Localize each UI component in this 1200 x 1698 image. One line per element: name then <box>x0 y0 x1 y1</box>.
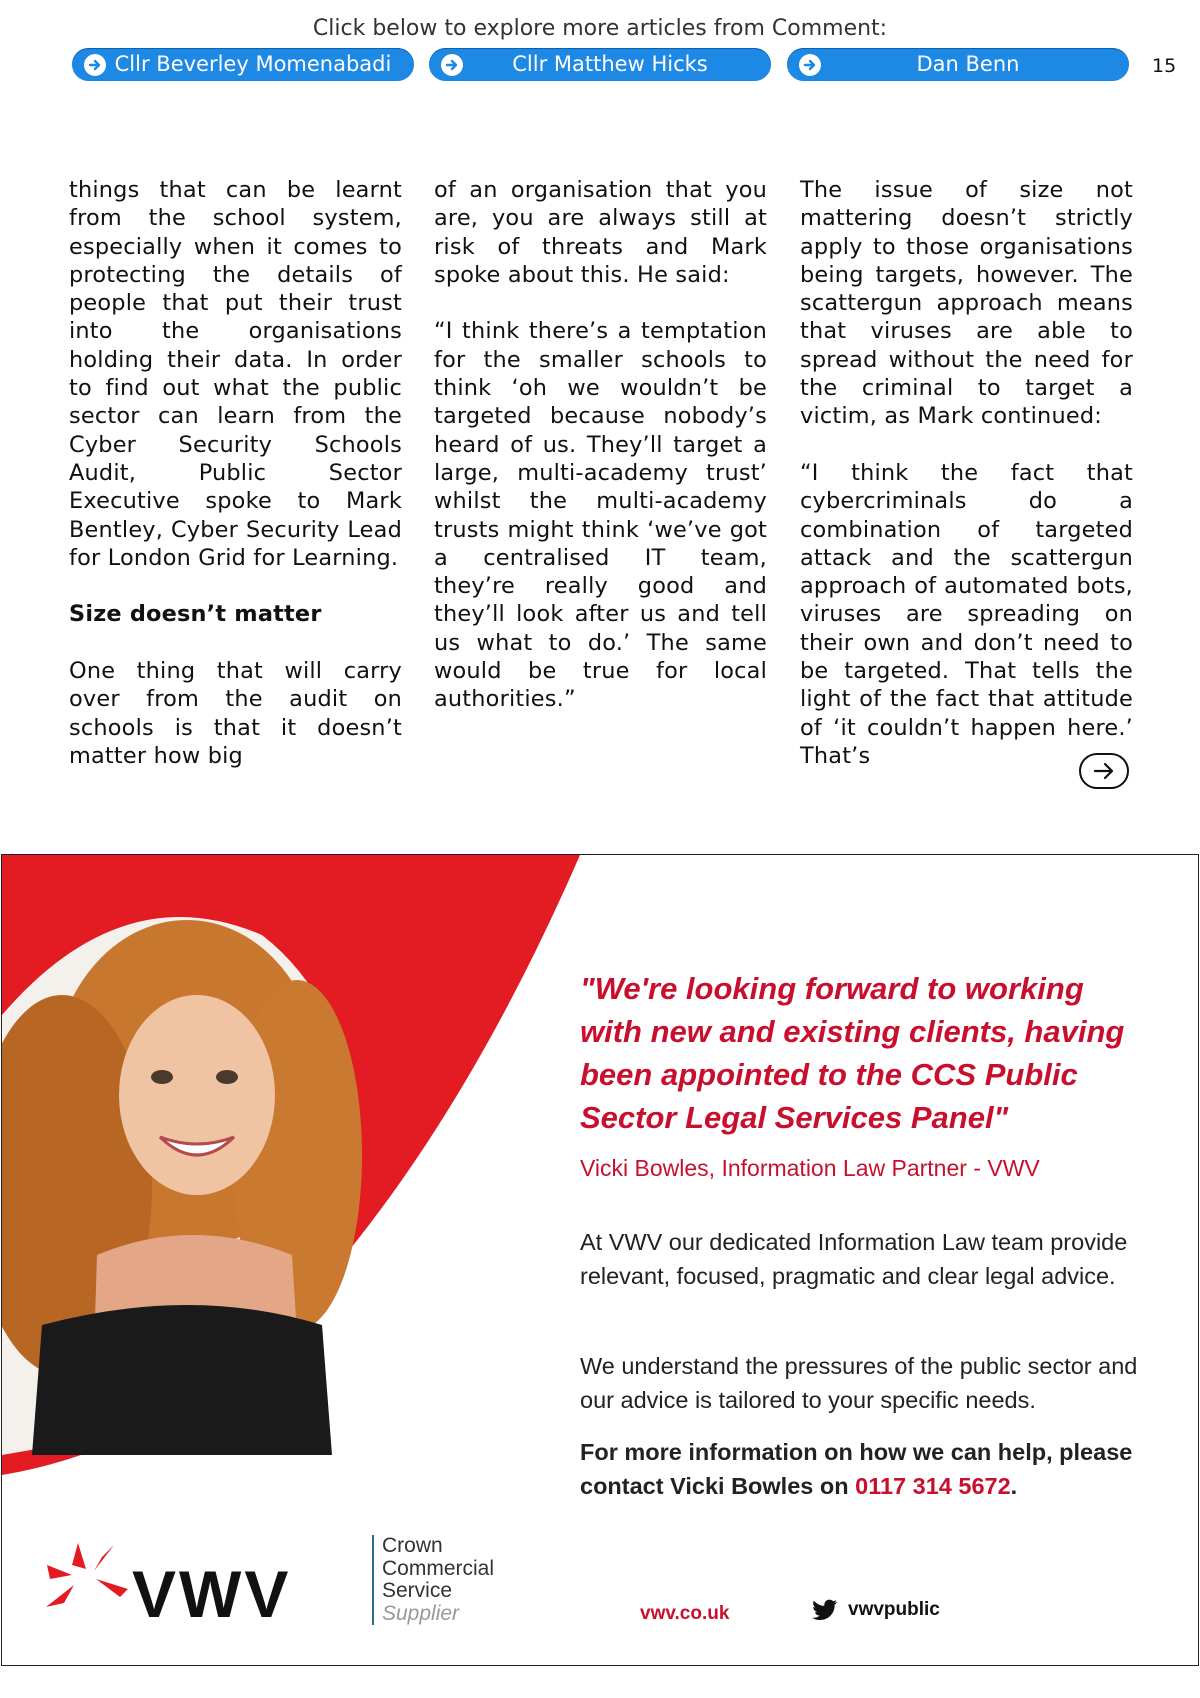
section-heading: Size doesn’t matter <box>69 601 322 628</box>
ad-contact-end: . <box>1010 1473 1018 1499</box>
article-paragraph: One thing that will carry over from the audit on schools is that it doesn’t matter how big <box>69 658 402 769</box>
ccs-supplier-logo <box>372 1535 494 1625</box>
ccs-line: Commercial <box>382 1556 495 1580</box>
ccs-supplier: Supplier <box>382 1601 460 1625</box>
article-column-1 <box>69 176 402 799</box>
article-column-2 <box>434 176 767 742</box>
next-page-button[interactable] <box>1079 753 1129 789</box>
explore-prompt: Click below to explore more articles from Comment: <box>312 16 888 41</box>
article-link-dan-benn[interactable] <box>787 48 1129 81</box>
article-link-beverley-momenabadi[interactable] <box>72 48 414 81</box>
twitter-link[interactable] <box>812 1599 940 1621</box>
ad-contact-text: For more information on how we can help, please contact Vicki Bowles on <box>580 1439 1133 1499</box>
article-paragraph: The issue of size not mattering doesn’t strictly apply to those organisations being targets, however. The scattergun approach means that viruses are able to spread without the need for the criminal to target a victim, as Mark continued: <box>800 177 1133 430</box>
arrow-right-icon <box>799 54 821 76</box>
article-column-3 <box>800 176 1133 799</box>
vwv-wordmark: VWV <box>132 1557 292 1631</box>
arrow-right-icon <box>1091 761 1117 781</box>
article-link-matthew-hicks[interactable] <box>429 48 771 81</box>
vwv-star-logo-icon <box>42 1535 132 1625</box>
twitter-handle: vwvpublic <box>848 1599 940 1620</box>
arrow-right-icon <box>441 54 463 76</box>
ad-attribution: Vicki Bowles, Information Law Partner - VWV <box>580 1155 1040 1181</box>
article-link-label: Cllr Matthew Hicks <box>512 52 708 76</box>
article-link-label: Dan Benn <box>916 52 1020 76</box>
ccs-line: Crown <box>382 1534 443 1557</box>
article-paragraph: things that can be learnt from the school system, especially when it comes to protecting the details of people that put their trust into the organisations holding their data. In order to find out what the public sector can learn from the Cyber Security Schools Audit, Public Sector Executive spoke to Mark Bentley, Cyber Security Lead for London Grid for Learning. <box>69 177 402 571</box>
vwv-advertisement <box>1 854 1199 1666</box>
article-quote: “I think there’s a temptation for the smaller schools to think ‘oh we wouldn’t be targeted because nobody’s heard of us. They’ll target a large, multi-academy trust’ whilst the multi-academy trusts might think ‘we’ve got a centralised IT team, they’re really good and they’ll look after us and tell us what to do.’ The same would be true for local authorities.” <box>434 318 767 713</box>
article-link-label: Cllr Beverley Momenabadi <box>114 52 392 76</box>
ccs-line: Service <box>382 1579 453 1602</box>
website-link[interactable]: vwv.co.uk <box>640 1603 730 1624</box>
ad-quote: "We're looking forward to working with new and existing clients, having been appointed to the CCS Public Sector Legal Services Panel" <box>580 971 1125 1135</box>
arrow-right-icon <box>84 54 106 76</box>
article-paragraph: of an organisation that you are, you are always still at risk of threats and Mark spoke about this. He said: <box>434 177 767 288</box>
ad-contact <box>580 1435 1140 1503</box>
portrait-photo <box>2 917 362 1455</box>
twitter-icon <box>812 1599 838 1621</box>
ad-paragraph: We understand the pressures of the public sector and our advice is tailored to your specific needs. <box>580 1353 1138 1413</box>
ad-phone[interactable]: 0117 314 5672 <box>855 1473 1011 1499</box>
ad-paragraph: At VWV our dedicated Information Law team provide relevant, focused, pragmatic and clear legal advice. <box>580 1229 1128 1289</box>
page-number: 15 <box>1152 55 1177 77</box>
article-quote: “I think the fact that cybercriminals do a combination of targeted attack and the scattergun approach of automated bots, viruses are spreading on their own and don’t need to be targeted. That tells the light of the fact that attitude of ‘it couldn’t happen here.’ That’s <box>800 459 1133 769</box>
